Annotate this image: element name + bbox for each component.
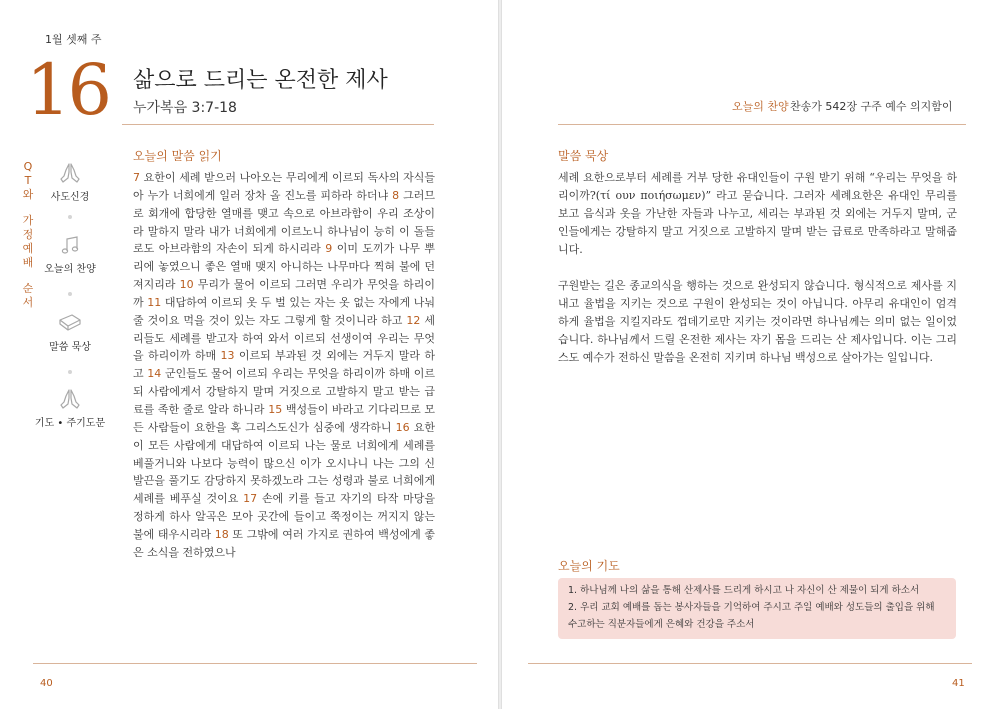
verse-number: 13 bbox=[220, 349, 239, 363]
meditation-paragraph: 구원받는 길은 종교의식을 행하는 것으로 완성되지 않습니다. 형식적으로 제사를 지내고 율법을 지키는 것으로 구원이 완성되는 것이 아닙니다. 아무리 유대인이 엄격하게 율법을 지킬지라도 껍데기로만 지키는 것이라면 하나님께는 의미 없는 일이었습니다. 하나님께서 드릴 온전한 제사는 자기 몸을 드리는 산 제사입니다. 이는 그리스도 예수가 전하신 말씀을 온전히 지키며 하나님 백성으로 살아가는 일입니다. bbox=[558, 279, 957, 364]
vertical-char: 가 bbox=[22, 214, 34, 227]
step-label: 오늘의 찬양 bbox=[44, 264, 96, 275]
verse-text: 손에 키를 들고 자기의 타작 마당을 정하게 하사 알곡은 모아 곳간에 들이고 쭉정이는 꺼지지 않는 불에 태우시리라 bbox=[133, 492, 435, 541]
verse-number: 16 bbox=[395, 420, 414, 434]
scripture-reference: 누가복음 3:7-18 bbox=[133, 100, 237, 116]
vertical-char: 서 bbox=[22, 296, 34, 309]
prayer-heading: 오늘의 기도 bbox=[558, 559, 620, 573]
prayer-item: 1. 하나님께 나의 삶을 통해 산제사를 드리게 하시고 나 자신이 산 제물이 되게 하소서 bbox=[568, 585, 920, 596]
vertical-char: T bbox=[24, 174, 32, 187]
verse-number: 7 bbox=[133, 171, 144, 184]
page-number-left: 40 bbox=[40, 678, 53, 689]
verse-text: 무리가 물어 이르되 그러면 우리가 무엇을 하리이까 bbox=[133, 278, 435, 309]
step-label: 말씀 묵상 bbox=[49, 342, 91, 353]
verse-number: 11 bbox=[147, 295, 165, 309]
verse-text: 요한이 세례 받으러 나아오는 무리에게 이르되 독사의 자식들아 누가 너희에게 일러 장차 올 진노를 피하라 하더냐 bbox=[133, 171, 435, 202]
header-divider bbox=[558, 124, 966, 125]
hymn-label: 오늘의 찬양 bbox=[732, 100, 789, 113]
verse-text: 그러므로 회개에 합당한 열매를 맺고 속으로 아브라함이 우리 조상이라 말하지 말라 내가 너희에게 이르노니 하나님이 능히 이 돌들로도 아브라함의 자손이 되게 하시리라 bbox=[133, 188, 435, 256]
week-label: 1월 셋째 주 bbox=[45, 33, 102, 46]
verse-text: 이미 도끼가 나무 뿌리에 놓였으니 좋은 열매 맺지 아니하는 나무마다 찍혀 불에 던져지리라 bbox=[133, 242, 436, 292]
verse-text: 대답하여 이르되 옷 두 벌 있는 자는 옷 없는 자에게 나눠 줄 것이요 먹을 것이 있는 자도 그렇게 할 것이니라 하고 bbox=[133, 295, 435, 327]
prayer-item: 2. 우리 교회 예배를 돕는 봉사자들을 기억하여 주시고 주일 예배와 성도들의 출입을 위해 수고하는 직분자들에게 은혜와 건강을 주소서 bbox=[568, 602, 935, 630]
verse-text: 세리들도 세례를 받고자 하여 와서 이르되 선생이여 우리는 무엇을 하리이까 하매 bbox=[133, 313, 435, 363]
verse-number: 17 bbox=[243, 492, 263, 506]
verse-number: 18 bbox=[214, 527, 233, 541]
vertical-char: 정 bbox=[22, 228, 34, 241]
day-number: 16 bbox=[26, 49, 110, 131]
step-label: 기도 • 주기도문 bbox=[34, 418, 106, 429]
verse-text: 군인들도 물어 이르되 우리는 무엇을 하리이까 하매 이르되 사람에게서 강탈하지 말며 거짓으로 고발하지 말고 받는 급료를 족한 줄로 알라 하니라 bbox=[133, 367, 436, 416]
verse-text: 요한이 모든 사람에게 대답하여 이르되 나는 물로 너희에게 세례를 베풀거니와 나보다 능력이 많으신 이가 오시나니 나는 그의 신발끈을 풀기도 감당하지 못하겠노라 그는 성령과 불로 너희에게 세례를 베푸실 것이요 bbox=[133, 420, 435, 506]
verse-text: 이르되 부과된 것 외에는 거두지 말라 하고 bbox=[133, 349, 435, 381]
meditation-paragraph: 세례 요한으로부터 세례를 거부 당한 유대인들이 구원 받기 위해 “우리는 무엇을 하리이까?(τί ουν ποιήσωμεν)” 라고 묻습니다. 그러자 세례요한은 유대인 무리를 보고 음식과 옷을 가난한 자들과 나누고, 세리는 부과된 것 외에는 거두지 말며, 군인들에게는 강탈하지 말고 거짓으로 고발하지 말며 받는 급료로 만족하라고 말해줍니다. bbox=[558, 171, 957, 256]
verse-number: 9 bbox=[325, 242, 337, 256]
page-number-right: 41 bbox=[952, 678, 965, 689]
meditation-heading: 말씀 묵상 bbox=[558, 149, 609, 163]
vertical-char: 예 bbox=[22, 242, 34, 255]
verse-number: 12 bbox=[406, 313, 425, 327]
vertical-char: 순 bbox=[22, 282, 34, 295]
verse-number: 15 bbox=[268, 402, 286, 416]
verse-number: 8 bbox=[392, 188, 404, 202]
step-label: 사도신경 bbox=[50, 192, 90, 203]
verse-number: 14 bbox=[147, 367, 165, 381]
verse-text: 또 그밖에 여러 가지로 권하여 백성에게 좋은 소식을 전하였으나 bbox=[133, 527, 436, 559]
footer-divider bbox=[528, 663, 972, 664]
verse-text: 백성들이 바라고 기다리므로 모든 사람들이 요한을 혹 그리스도신가 심중에 생각하니 bbox=[133, 402, 435, 434]
vertical-char: Q bbox=[23, 160, 33, 173]
meditation-text bbox=[558, 169, 957, 367]
page-title: 삶으로 드리는 온전한 제사 bbox=[133, 68, 388, 93]
reading-heading: 오늘의 말씀 읽기 bbox=[133, 149, 222, 163]
vertical-char: 와 bbox=[22, 188, 34, 201]
hymn-value: 찬송가 542장 구주 예수 의지함이 bbox=[790, 100, 953, 113]
verse-number: 10 bbox=[179, 278, 198, 292]
vertical-char: 배 bbox=[22, 256, 34, 269]
prayer-box bbox=[558, 578, 956, 639]
